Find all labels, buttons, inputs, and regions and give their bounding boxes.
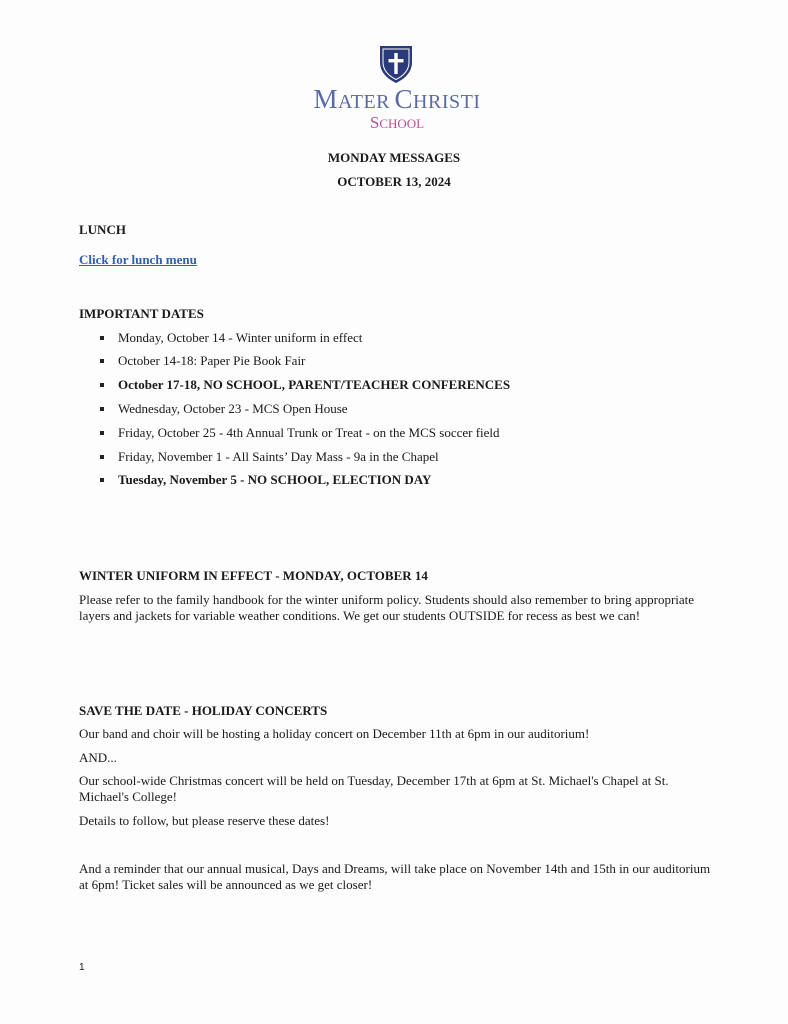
lunch-heading: LUNCH (79, 222, 126, 237)
list-item: Friday, November 1 - All Saints’ Day Mass - 9a in the Chapel (100, 449, 439, 465)
bullet-icon (100, 359, 104, 363)
concert-paragraph-1: Our band and choir will be hosting a holiday concert on December 11th at 6pm in our auditorium! (79, 726, 590, 741)
page-number: 1 (79, 962, 85, 973)
shield-cross-icon (378, 44, 414, 84)
winter-uniform-heading: WINTER UNIFORM IN EFFECT - MONDAY, OCTOBER 14 (79, 568, 428, 583)
list-item: Friday, October 25 - 4th Annual Trunk or Treat - on the MCS soccer field (100, 425, 500, 441)
concert-paragraph-2: AND... (79, 750, 117, 765)
important-dates-heading: IMPORTANT DATES (79, 306, 204, 321)
lunch-menu-link[interactable]: Click for lunch menu (79, 252, 197, 267)
list-item: Tuesday, November 5 - NO SCHOOL, ELECTION DAY (100, 472, 431, 488)
logo-school-word: SCHOOL (369, 113, 425, 132)
musical-reminder: And a reminder that our annual musical, Days and Dreams, will take place on November 14th and 15th in our auditorium at 6pm! Ticket sales will be announced as we get closer! (79, 861, 711, 892)
school-logo (0, 44, 788, 132)
list-item: Monday, October 14 - Winter uniform in effect (100, 330, 362, 346)
list-item: Wednesday, October 23 - MCS Open House (100, 401, 348, 417)
bullet-icon (100, 336, 104, 340)
bullet-icon (100, 383, 104, 387)
logo-wordmark: MATER CHRISTI (313, 84, 481, 114)
bullet-icon (100, 478, 104, 482)
bullet-icon (100, 431, 104, 435)
winter-uniform-text: Please refer to the family handbook for the winter uniform policy. Students should also remember to bring appropriate layers and jackets for variable weather conditions. We get our students OUTSIDE for recess as best we can! (79, 592, 695, 623)
concert-paragraph-4: Details to follow, but please reserve these dates! (79, 813, 330, 828)
page-title: MONDAY MESSAGES (327, 150, 461, 165)
bullet-icon (100, 455, 104, 459)
list-item: October 14-18: Paper Pie Book Fair (100, 353, 305, 369)
page-date: OCTOBER 13, 2024 (337, 174, 451, 189)
bullet-icon (100, 407, 104, 411)
holiday-concerts-heading: SAVE THE DATE - HOLIDAY CONCERTS (79, 703, 328, 718)
list-item: October 17-18, NO SCHOOL, PARENT/TEACHER CONFERENCES (100, 377, 510, 393)
concert-paragraph-3: Our school-wide Christmas concert will be held on Tuesday, December 17th at 6pm at St. Michael's Chapel at St. Michael's College! (79, 773, 669, 804)
